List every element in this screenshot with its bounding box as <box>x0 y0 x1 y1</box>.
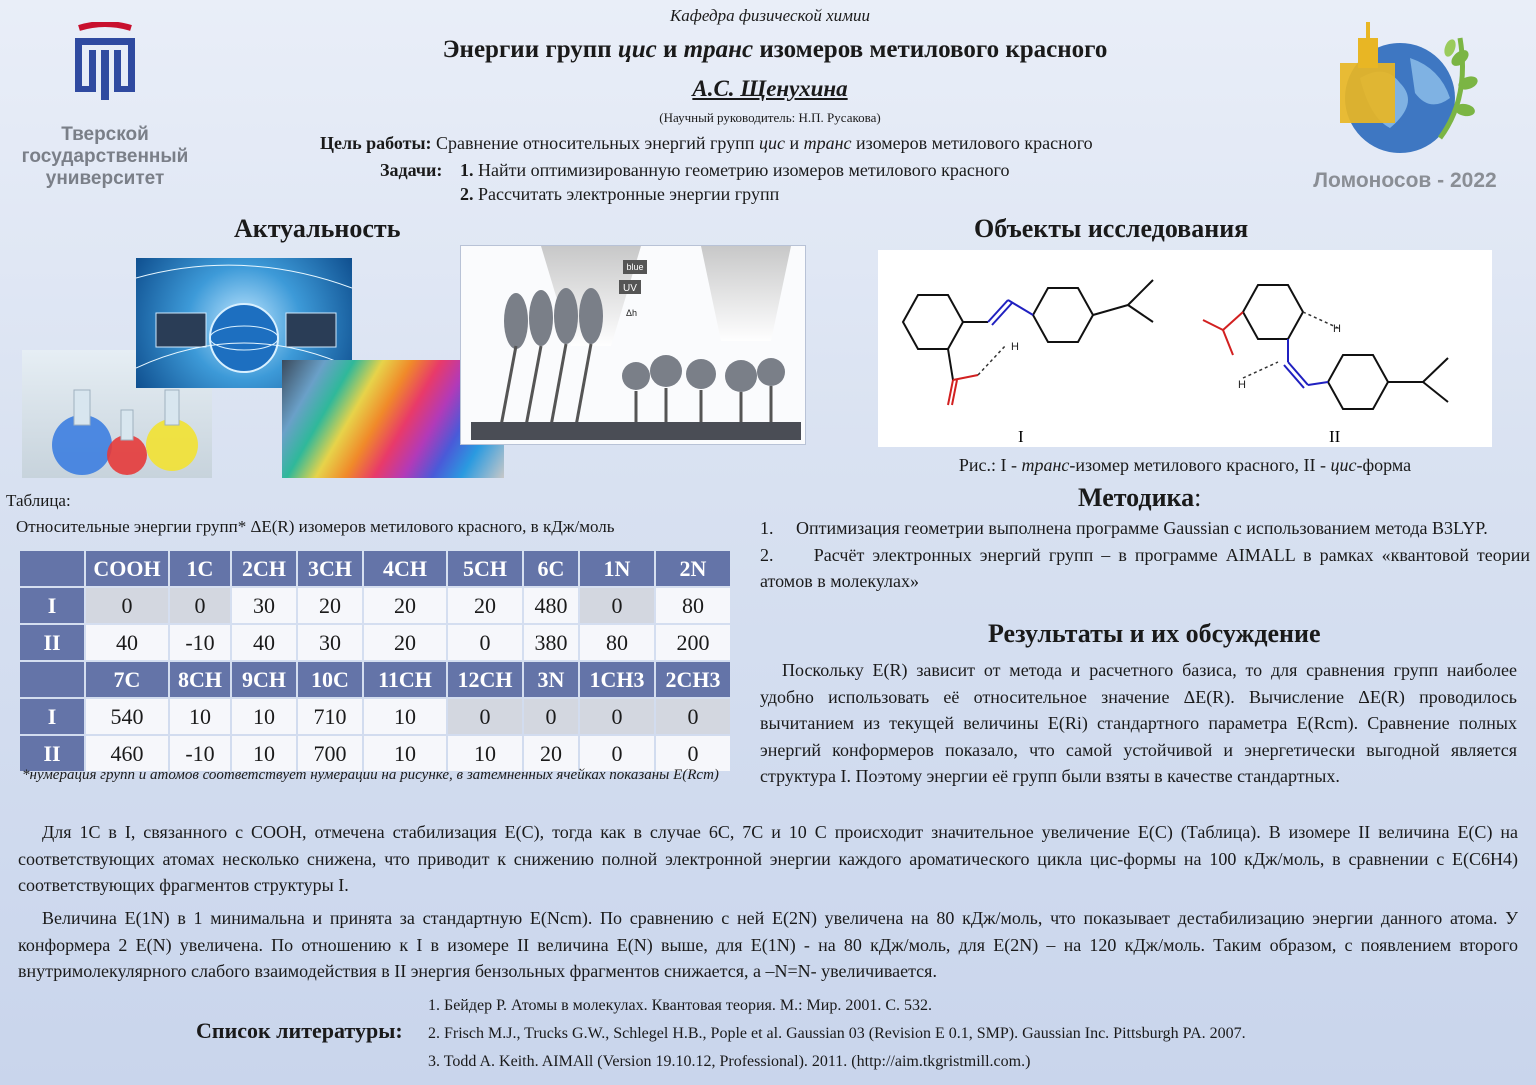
table-cell: 0 <box>580 699 654 734</box>
table-cell: 380 <box>524 625 578 660</box>
caption-text: цис <box>1330 455 1357 475</box>
svg-text:H: H <box>1333 323 1341 335</box>
conference-name: Ломоносов - 2022 <box>1313 169 1497 192</box>
discussion-paragraph-1: Для 1C в I, связанного с COOH, отмечена стабилизация E(C), тогда как в случае 6C, 7C и 10 C происходит значительное увеличение E(C) (Таблица). В изомере II величина E(C) на соответствующих атомах несколько снижена, что приводит к снижению полной электронной энергии каждого ароматического цикла цис-формы на 100 кДж/моль, в сравнении с E(C6H4) соответствующих фрагментов структуры I. <box>18 822 1518 895</box>
discussion-paragraph-2: Величина E(1N) в 1 минимальна и принята за стандартную E(Ncm). По сравнению с ней E(2N) увеличена на 80 кДж/моль, что показывает дестабилизацию энергии данного атома. У конформера 2 E(N) увеличена. По отношению к I в изомере II величина E(N) выше, для E(1N) - на 80 кДж/моль, для E(2N) – на 120 кДж/моль. Таким образом, с появлением второго внутримолекулярного слабого взаимодействия в II энергия бензольных фрагментов снижается, а –N=N- увеличивается. <box>18 908 1518 981</box>
table-cell: 540 <box>86 699 168 734</box>
table-cell: 0 <box>170 588 230 623</box>
lomonosov-logo <box>1300 18 1510 193</box>
goal-line <box>320 133 1093 154</box>
table-cell: -10 <box>170 625 230 660</box>
table-header-cell: 6C <box>524 551 578 586</box>
method-list <box>760 515 1530 595</box>
method-heading-text: Методика <box>1078 483 1195 512</box>
task-text: Рассчитать электронные энергии групп <box>473 184 780 204</box>
table-cell: 0 <box>580 588 654 623</box>
table-cell: 20 <box>298 588 362 623</box>
title-text: транс <box>683 36 754 63</box>
department-name: Кафедра физической химии <box>670 6 870 25</box>
results-text: Поскольку E(R) зависит от метода и расчетного базиса, то для сравнения групп наиболее удобно использовать её относительное значение ΔE(R). Вычисление ΔE(R) проводилось вычитанием из текущей величины E(Ri) стандартного параметра E(Rcm). Сравнение полных энергий конформеров показало, что самой устойчивой и энергетически выгодной является структура I. Поэтому энергии её групп были взяты в качестве стандартных. <box>760 660 1517 786</box>
table-corner-cell <box>20 551 84 586</box>
nanostructure-diagram <box>460 245 806 445</box>
method-item-number: 2. <box>760 544 774 565</box>
table-cell: 0 <box>448 625 522 660</box>
table-header-cell: 1C <box>170 551 230 586</box>
results-heading: Результаты и их обсуждение <box>988 619 1321 648</box>
table-header-row <box>20 551 730 586</box>
table-label: Таблица: <box>6 491 71 510</box>
table-row <box>20 625 730 660</box>
table-cell: 20 <box>364 588 446 623</box>
tvgu-logo <box>0 14 210 190</box>
table-row-label: I <box>20 699 84 734</box>
table-cell: 10 <box>364 699 446 734</box>
table-cell: 20 <box>524 736 578 771</box>
table-header-cell: 5CH <box>448 551 522 586</box>
table-corner-cell <box>20 662 84 697</box>
molecule-structures <box>878 250 1492 447</box>
table-cell: 80 <box>580 625 654 660</box>
table-row-label: II <box>20 625 84 660</box>
table-cell: 30 <box>232 588 296 623</box>
table-cell: 10 <box>232 736 296 771</box>
goal-text: Сравнение относительных энергий групп <box>431 133 759 153</box>
caption-text: транс <box>1021 455 1070 475</box>
task-text: Найти оптимизированную геометрию изомеров метилового красного <box>473 160 1010 180</box>
goal-text: изомеров метилового красного <box>851 133 1093 153</box>
table-cell: 10 <box>364 736 446 771</box>
relevance-heading: Актуальность <box>234 214 401 243</box>
method-item <box>760 542 1530 595</box>
table-cell: 40 <box>86 625 168 660</box>
table-cell: 10 <box>232 699 296 734</box>
table-cell: 460 <box>86 736 168 771</box>
tasks-label: Задачи: <box>380 160 443 180</box>
method-item-text: Оптимизация геометрии выполнена программе Gaussian с использованием метода B3LYP. <box>796 518 1488 538</box>
table-header-cell: 7C <box>86 662 168 697</box>
molecular-switch-diagram <box>461 246 805 444</box>
table-header-cell: 10C <box>298 662 362 697</box>
caption-text: -изомер метилового красного, II - <box>1069 455 1331 475</box>
task-1 <box>460 160 1009 181</box>
caption-text: -форма <box>1356 455 1412 475</box>
university-name-line: Тверской <box>61 124 149 145</box>
table-header-cell: 12CH <box>448 662 522 697</box>
table-header-cell: 2CH <box>232 551 296 586</box>
tvgu-emblem-icon <box>65 22 145 102</box>
table-cell: 710 <box>298 699 362 734</box>
table-header-cell: 4CH <box>364 551 446 586</box>
title-text: и <box>656 36 684 63</box>
task-2 <box>460 184 779 205</box>
title-text: Энергии групп <box>442 36 618 63</box>
energy-table <box>18 549 732 773</box>
table-footnote: *нумерация групп и атомов соответствует нумерации на рисунке, в затемненных ячейках показаны E(Rcm) <box>22 767 719 783</box>
table-header-cell: 1CH3 <box>580 662 654 697</box>
goal-text: цис <box>758 133 785 153</box>
advisor: (Научный руководитель: Н.П. Русакова) <box>659 110 881 125</box>
methyl-red-isomers-diagram <box>878 250 1492 447</box>
svg-text:H: H <box>1011 341 1019 353</box>
table-row-label: II <box>20 736 84 771</box>
figure-caption <box>878 455 1492 476</box>
table-cell: 30 <box>298 625 362 660</box>
table-header-cell: 11CH <box>364 662 446 697</box>
method-item <box>760 515 1530 542</box>
university-name-line: государственный <box>21 146 189 167</box>
method-item-text: Расчёт электронных энергий групп – в программе AIMALL в рамках «квантовой теории атомов в молекулах» <box>760 544 1531 591</box>
goal-text: и <box>784 133 804 153</box>
table-cell: 0 <box>524 699 578 734</box>
table-cell: 10 <box>448 736 522 771</box>
method-heading-colon: : <box>1194 483 1202 512</box>
title-text: изомеров метилового красного <box>753 36 1108 63</box>
table-header-cell: COOH <box>86 551 168 586</box>
university-name-line: университет <box>45 168 165 189</box>
table-cell: 0 <box>86 588 168 623</box>
table-header-cell: 3CH <box>298 551 362 586</box>
table-row <box>20 588 730 623</box>
svg-text:H: H <box>1238 379 1246 391</box>
table-cell: 20 <box>364 625 446 660</box>
structure-label-II: II <box>1329 427 1341 446</box>
table-header-cell: 2N <box>656 551 730 586</box>
goal-label: Цель работы: <box>320 133 432 153</box>
uv-label: UV <box>623 283 637 294</box>
delta-h-label: Δh <box>626 308 638 318</box>
table-cell: 0 <box>580 736 654 771</box>
table-header-cell: 1N <box>580 551 654 586</box>
globe-building-icon <box>1300 18 1510 158</box>
poster-title <box>300 36 1250 64</box>
reference-item: 2. Frisch M.J., Trucks G.W., Schlegel H.B., Pople et al. Gaussian 03 (Revision E 0.1, SMP). Gaussian Inc. Pittsburgh PA. 2007. <box>428 1025 1246 1042</box>
title-text: цис <box>617 36 657 63</box>
table-cell: 0 <box>656 736 730 771</box>
table-cell: -10 <box>170 736 230 771</box>
table-header-cell: 3N <box>524 662 578 697</box>
table-cell: 80 <box>656 588 730 623</box>
table-header-cell: 9CH <box>232 662 296 697</box>
table-cell: 480 <box>524 588 578 623</box>
table-cell: 10 <box>170 699 230 734</box>
table-cell: 20 <box>448 588 522 623</box>
table-header-cell: 2CH3 <box>656 662 730 697</box>
task-number: 2. <box>460 184 474 204</box>
table-cell: 700 <box>298 736 362 771</box>
table-caption: Относительные энергии групп* ΔE(R) изомеров метилового красного, в кДж/моль <box>16 517 615 536</box>
table-header-cell: 8CH <box>170 662 230 697</box>
table-cell: 0 <box>448 699 522 734</box>
blue-label: blue <box>626 262 644 272</box>
table-cell: 40 <box>232 625 296 660</box>
literature-heading: Список литературы: <box>196 1018 403 1043</box>
table-header-row <box>20 662 730 697</box>
method-heading <box>1078 483 1201 513</box>
structure-label-I: I <box>1018 427 1024 446</box>
reference-item: 3. Todd A. Keith. AIMAll (Version 19.10.12, Professional). 2011. (http://aim.tkgristmill.com.) <box>428 1053 1031 1070</box>
author-name: А.С. Щенухина <box>692 76 848 101</box>
table-row <box>20 699 730 734</box>
task-number: 1. <box>460 160 474 180</box>
objects-heading: Объекты исследования <box>974 214 1249 243</box>
table-cell: 200 <box>656 625 730 660</box>
table-row-label: I <box>20 588 84 623</box>
reference-item: 1. Бейдер Р. Атомы в молекулах. Квантовая теория. М.: Мир. 2001. С. 532. <box>428 997 932 1014</box>
goal-text: транс <box>803 133 852 153</box>
table-cell: 0 <box>656 699 730 734</box>
caption-text: Рис.: I - <box>958 455 1022 475</box>
method-item-number: 1. <box>760 518 774 538</box>
